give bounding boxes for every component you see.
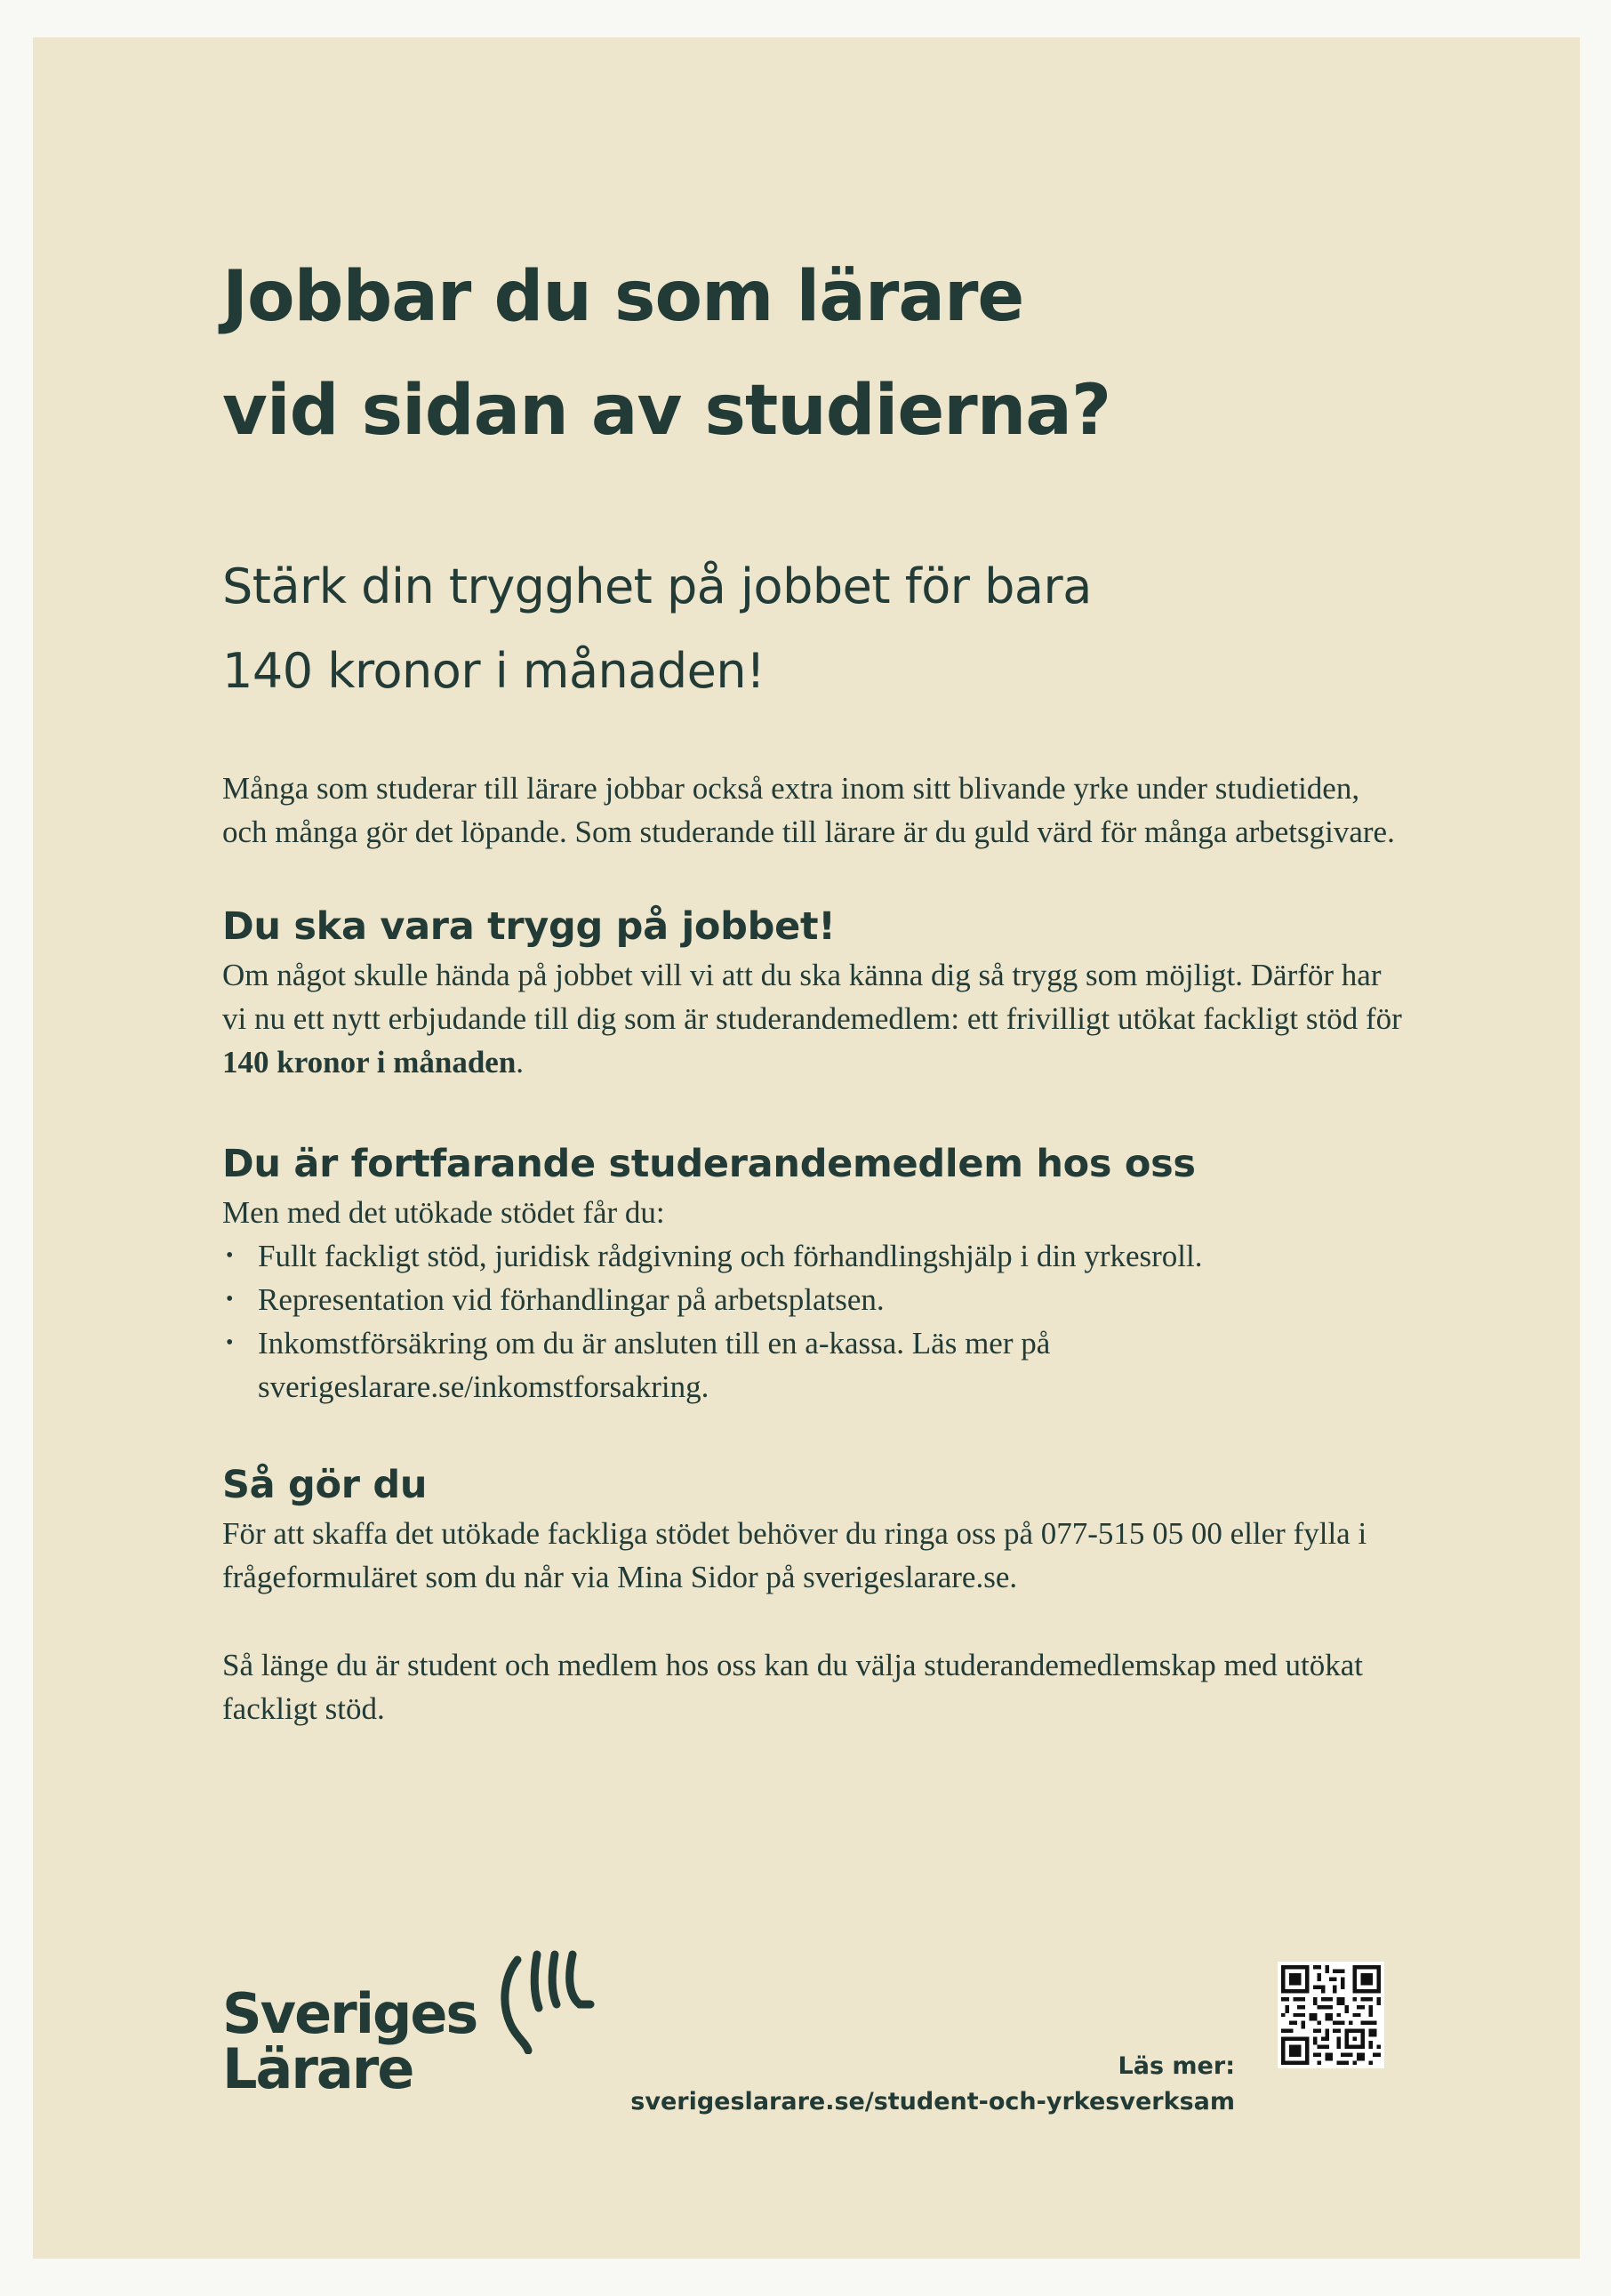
headline xyxy=(222,240,1405,468)
read-more-link[interactable]: sverigeslarare.se/student-och-yrkesverksam xyxy=(630,2088,1235,2115)
section-safe-text xyxy=(222,953,1405,1084)
sveriges-larare-mark-icon xyxy=(498,1947,596,2054)
section-safe-title: Du ska vara trygg på jobbet! xyxy=(222,904,836,949)
section-still-member xyxy=(222,1137,1405,1409)
subheadline xyxy=(222,544,1405,713)
read-more xyxy=(630,2049,1235,2120)
benefits-list xyxy=(222,1234,1405,1409)
subheadline-line-2: 140 kronor i månaden! xyxy=(222,643,765,699)
headline-line-2: vid sidan av studierna? xyxy=(222,371,1111,451)
subheadline-line-1: Stärk din trygghet på jobbet för bara xyxy=(222,558,1092,614)
section-how-title: Så gör du xyxy=(222,1463,428,1507)
intro-paragraph: Många som studerar till lärare jobbar också extra inom sitt blivande yrke under studietiden, och många gör det löpande. Som studerande till lärare är du guld värd för många arbetsgivare. xyxy=(222,771,1395,849)
closing-paragraph: Så länge du är student och medlem hos oss kan du välja studerandemedlemskap med utökat fackligt stöd. xyxy=(222,1648,1364,1726)
section-member-title: Du är fortfarande studerandemedlem hos oss xyxy=(222,1142,1196,1186)
section-how-to xyxy=(222,1458,1405,1730)
logo-line-2: Lärare xyxy=(222,2036,413,2101)
qr-code[interactable] xyxy=(1278,1962,1384,2068)
read-more-label: Läs mer: xyxy=(1118,2052,1235,2080)
benefit-item: • Representation vid förhandlingar på arbetsplatsen. xyxy=(222,1278,1405,1321)
section-safe-text-after: . xyxy=(516,1045,525,1080)
section-how-text: För att skaffa det utökade fackliga stödet behöver du ringa oss på 077-515 05 00 eller fylla i frågeformuläret som du når via Mina Sidor på sverigeslarare.se. xyxy=(222,1516,1367,1594)
logo-wordmark xyxy=(222,1981,477,2101)
qr-code-icon xyxy=(1281,1965,1381,2065)
poster xyxy=(33,37,1580,2259)
headline-line-1: Jobbar du som lärare xyxy=(222,257,1024,337)
section-member-lead: Men med det utökade stödet får du: xyxy=(222,1195,665,1230)
section-safe-at-work xyxy=(222,900,1405,1084)
benefit-item: • Fullt fackligt stöd, juridisk rådgivning och förhandlingshjälp i din yrkesroll. xyxy=(222,1234,1405,1278)
logo-line-1: Sveriges xyxy=(222,1981,477,2046)
benefit-item: • Inkomstförsäkring om du är ansluten till en a-kassa. Läs mer på sverigeslarare.se/inkomstforsakring. xyxy=(222,1321,1405,1409)
poster-content xyxy=(222,240,1405,1730)
sveriges-larare-logo xyxy=(222,1947,631,2125)
section-safe-price: 140 kronor i månaden xyxy=(222,1045,517,1080)
section-safe-text-before: Om något skulle hända på jobbet vill vi att du ska känna dig så trygg som möjligt. Därför har vi nu ett nytt erbjudande till dig som är studerandemedlem: ett frivilligt utökat fackligt stöd för xyxy=(222,958,1402,1036)
